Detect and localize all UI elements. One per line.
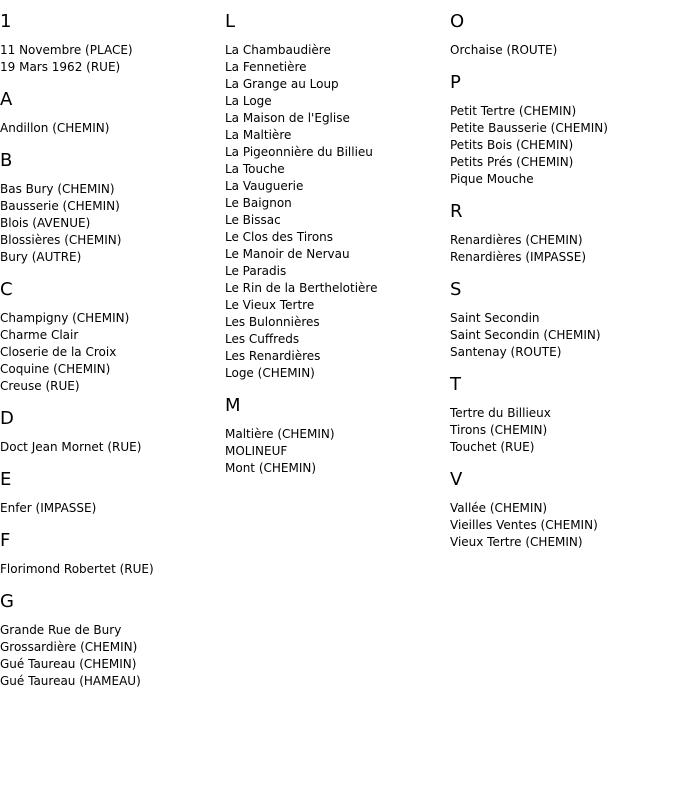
- street-list: [0, 561, 225, 578]
- street-link[interactable]: Maltière (CHEMIN): [225, 427, 335, 441]
- street-link[interactable]: Pique Mouche: [450, 172, 534, 186]
- section-letter-heading: R: [450, 201, 463, 222]
- index-column: [450, 0, 675, 565]
- street-list: [450, 405, 675, 456]
- section-letter-heading: S: [450, 279, 462, 300]
- street-list: [450, 232, 675, 266]
- street-link[interactable]: MOLINEUF: [225, 444, 288, 458]
- street-link[interactable]: Saint Secondin (CHEMIN): [450, 328, 601, 342]
- street-link[interactable]: Vieux Tertre (CHEMIN): [450, 535, 583, 549]
- street-link[interactable]: 19 Mars 1962 (RUE): [0, 60, 121, 74]
- letter-section: [225, 396, 450, 477]
- street-link[interactable]: Le Paradis: [225, 264, 287, 278]
- letter-section: [0, 90, 225, 137]
- section-letter-heading: 1: [0, 11, 12, 32]
- street-list: [0, 310, 225, 395]
- section-letter-heading: P: [450, 72, 461, 93]
- street-list: [450, 500, 675, 551]
- letter-section: [0, 280, 225, 395]
- letter-section: [0, 531, 225, 578]
- section-letter-heading: E: [0, 469, 12, 490]
- street-link[interactable]: Le Vieux Tertre: [225, 298, 315, 312]
- street-link[interactable]: La Pigeonnière du Billieu: [225, 145, 373, 159]
- section-letter-heading: A: [0, 89, 13, 110]
- street-link[interactable]: Mont (CHEMIN): [225, 461, 317, 475]
- street-list: [0, 500, 225, 517]
- street-list: [0, 120, 225, 137]
- section-letter-heading: G: [0, 591, 14, 612]
- letter-section: [450, 12, 675, 59]
- street-list: [225, 42, 450, 382]
- street-link[interactable]: La Chambaudière: [225, 43, 331, 57]
- street-link[interactable]: Santenay (ROUTE): [450, 345, 562, 359]
- street-link[interactable]: Les Cuffreds: [225, 332, 300, 346]
- street-link[interactable]: Saint Secondin: [450, 311, 540, 325]
- street-list: [0, 439, 225, 456]
- street-list: [0, 42, 225, 76]
- street-list: [0, 622, 225, 690]
- street-link[interactable]: Doct Jean Mornet (RUE): [0, 440, 142, 454]
- letter-section: [450, 375, 675, 456]
- street-link[interactable]: Bury (AUTRE): [0, 250, 82, 264]
- letter-section: [450, 73, 675, 188]
- section-letter-heading: V: [450, 469, 463, 490]
- letter-section: [0, 409, 225, 456]
- street-link[interactable]: Le Clos des Tirons: [225, 230, 334, 244]
- street-link[interactable]: Vallée (CHEMIN): [450, 501, 548, 515]
- street-link[interactable]: Tertre du Billieux: [450, 406, 551, 420]
- street-link[interactable]: Charme Clair: [0, 328, 79, 342]
- street-link[interactable]: Tirons (CHEMIN): [450, 423, 548, 437]
- street-link[interactable]: Andillon (CHEMIN): [0, 121, 110, 135]
- street-link[interactable]: Petite Bausserie (CHEMIN): [450, 121, 608, 135]
- letter-section: [450, 470, 675, 551]
- street-link[interactable]: Bausserie (CHEMIN): [0, 199, 120, 213]
- index-column: [225, 0, 450, 491]
- street-link[interactable]: Gué Taureau (CHEMIN): [0, 657, 137, 671]
- section-letter-heading: B: [0, 150, 13, 171]
- section-letter-heading: F: [0, 530, 11, 551]
- street-link[interactable]: Blois (AVENUE): [0, 216, 91, 230]
- section-letter-heading: T: [450, 374, 461, 395]
- street-link[interactable]: La Fennetière: [225, 60, 307, 74]
- index-column: [0, 0, 225, 704]
- letter-section: [225, 12, 450, 382]
- street-link[interactable]: Vieilles Ventes (CHEMIN): [450, 518, 598, 532]
- street-link[interactable]: La Maison de l'Eglise: [225, 111, 350, 125]
- section-letter-heading: O: [450, 11, 465, 32]
- street-link[interactable]: Blossières (CHEMIN): [0, 233, 122, 247]
- street-link[interactable]: Touchet (RUE): [450, 440, 535, 454]
- street-link[interactable]: Closerie de la Croix: [0, 345, 117, 359]
- street-link[interactable]: Le Baignon: [225, 196, 292, 210]
- street-link[interactable]: Le Bissac: [225, 213, 281, 227]
- letter-section: [450, 202, 675, 266]
- street-link[interactable]: Renardières (IMPASSE): [450, 250, 587, 264]
- street-link[interactable]: Coquine (CHEMIN): [0, 362, 111, 376]
- street-link[interactable]: Creuse (RUE): [0, 379, 80, 393]
- letter-section: [0, 592, 225, 690]
- section-letter-heading: M: [225, 395, 241, 416]
- street-link[interactable]: La Touche: [225, 162, 285, 176]
- street-link[interactable]: Grossardière (CHEMIN): [0, 640, 138, 654]
- street-list: [225, 426, 450, 477]
- street-link[interactable]: Gué Taureau (HAMEAU): [0, 674, 141, 688]
- letter-section: [450, 280, 675, 361]
- street-link[interactable]: Petits Bois (CHEMIN): [450, 138, 574, 152]
- street-list: [450, 42, 675, 59]
- street-link[interactable]: La Vauguerie: [225, 179, 304, 193]
- street-link[interactable]: La Grange au Loup: [225, 77, 339, 91]
- street-link[interactable]: Le Manoir de Nervau: [225, 247, 350, 261]
- street-link[interactable]: Orchaise (ROUTE): [450, 43, 558, 57]
- street-link[interactable]: Florimond Robertet (RUE): [0, 562, 154, 576]
- letter-section: [0, 151, 225, 266]
- street-link[interactable]: Renardières (CHEMIN): [450, 233, 583, 247]
- street-list: [0, 181, 225, 266]
- street-link[interactable]: La Maltière: [225, 128, 292, 142]
- street-link[interactable]: Petits Prés (CHEMIN): [450, 155, 574, 169]
- section-letter-heading: L: [225, 11, 236, 32]
- section-letter-heading: D: [0, 408, 14, 429]
- street-list: [450, 103, 675, 188]
- street-link[interactable]: Le Rin de la Berthelotière: [225, 281, 378, 295]
- street-link[interactable]: Les Renardières: [225, 349, 321, 363]
- street-link[interactable]: Champigny (CHEMIN): [0, 311, 130, 325]
- street-link[interactable]: Petit Tertre (CHEMIN): [450, 104, 577, 118]
- street-link[interactable]: Les Bulonnières: [225, 315, 320, 329]
- street-link[interactable]: 11 Novembre (PLACE): [0, 43, 133, 57]
- section-letter-heading: C: [0, 279, 13, 300]
- letter-section: [0, 12, 225, 76]
- letter-section: [0, 470, 225, 517]
- street-link[interactable]: La Loge: [225, 94, 272, 108]
- street-list: [450, 310, 675, 361]
- street-link[interactable]: Bas Bury (CHEMIN): [0, 182, 115, 196]
- street-link[interactable]: Enfer (IMPASSE): [0, 501, 97, 515]
- street-link[interactable]: Loge (CHEMIN): [225, 366, 315, 380]
- street-link[interactable]: Grande Rue de Bury: [0, 623, 122, 637]
